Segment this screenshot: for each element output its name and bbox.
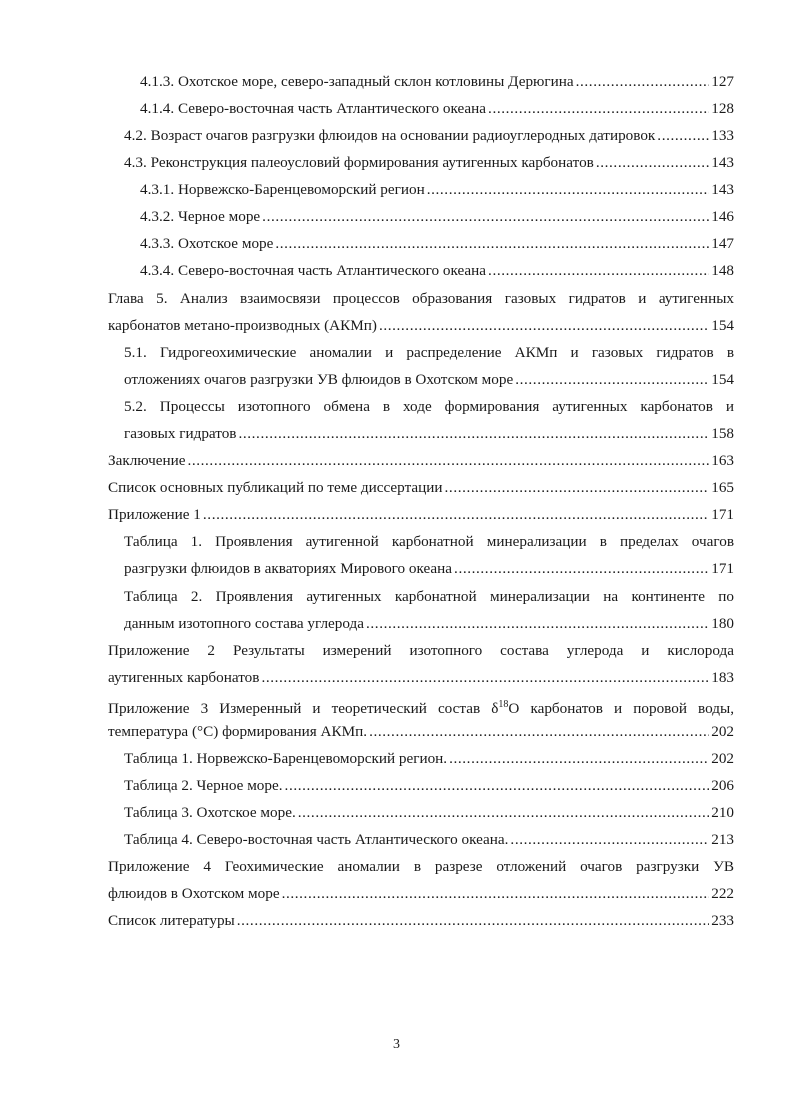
- toc-entry-title: Заключение: [108, 452, 186, 469]
- toc-entry: [140, 261, 734, 281]
- toc-entry-page: 202: [711, 723, 734, 740]
- leader-dots: [261, 668, 709, 688]
- toc-entry-title: 4.1.3. Охотское море, северо-западный склон котловины Дерюгина: [140, 73, 574, 90]
- leader-dots: [237, 911, 709, 931]
- toc-entry: [124, 803, 734, 823]
- toc-entry-title: температура (°С) формирования АКМп.: [108, 723, 368, 740]
- toc-entry-page: 158: [711, 425, 734, 442]
- toc-entry-title: карбонатов метано-производных (АКМп): [108, 317, 377, 334]
- toc-entry: [108, 911, 734, 931]
- toc-entry: [124, 614, 734, 634]
- toc-entry-page: 147: [711, 235, 734, 252]
- leader-dots: [369, 722, 709, 742]
- toc-entry-line: 5.2. Процессы изотопного обмена в ходе формирования аутигенных карбонатов и: [124, 398, 734, 415]
- toc-entry: [124, 424, 734, 444]
- toc-entry-title: Таблица 4. Северо-восточная часть Атлантического океана.: [124, 831, 509, 848]
- toc-entry-title: 4.3.2. Черное море: [140, 208, 261, 225]
- toc-entry: [108, 884, 734, 904]
- leader-dots: [488, 99, 709, 119]
- leader-dots: [366, 614, 709, 634]
- leader-dots: [576, 72, 710, 92]
- toc-entry-title: 4.2. Возраст очагов разгрузки флюидов на основании радиоуглеродных датировок: [124, 127, 656, 144]
- toc-entry-page: 143: [711, 154, 734, 171]
- toc-entry-title: 4.3.3. Охотское море: [140, 235, 274, 252]
- toc-entry-title: Таблица 3. Охотское море.: [124, 804, 296, 821]
- toc-entry-page: 165: [711, 479, 734, 496]
- toc-entry-page: 202: [711, 750, 734, 767]
- leader-dots: [449, 749, 709, 769]
- toc-entry-page: 171: [711, 560, 734, 577]
- toc-entry-page: 180: [711, 615, 734, 632]
- leader-dots: [298, 803, 709, 823]
- toc-entry-title: Приложение 1: [108, 506, 201, 523]
- toc-entry-page: 148: [711, 262, 734, 279]
- toc-entry-page: 163: [711, 452, 734, 469]
- toc-entry: [108, 505, 734, 525]
- toc-entry-page: 233: [711, 912, 734, 929]
- toc-entry-title: 4.3.4. Северо-восточная часть Атлантического океана: [140, 262, 487, 279]
- toc-entry: [124, 153, 734, 173]
- toc-entry: [108, 722, 734, 742]
- toc-entry-title: аутигенных карбонатов: [108, 669, 260, 686]
- toc-entry-line: Таблица 2. Проявления аутигенных карбонатной минерализации на континенте по: [124, 588, 734, 605]
- toc-entry-title: отложениях очагов разгрузки УВ флюидов в Охотском море: [124, 371, 514, 388]
- toc-entry: [140, 72, 734, 92]
- leader-dots: [488, 261, 709, 281]
- toc-entry-title: 4.3.1. Норвежско-Баренцевоморский регион: [140, 181, 425, 198]
- leader-dots: [203, 505, 709, 525]
- leader-dots: [187, 451, 709, 471]
- toc-entry: [124, 126, 734, 146]
- leader-dots: [379, 316, 709, 336]
- toc-entry-title: Список литературы: [108, 912, 235, 929]
- toc-entry-line: Глава 5. Анализ взаимосвязи процессов образования газовых гидратов и аутигенных: [108, 290, 734, 307]
- leader-dots: [510, 830, 709, 850]
- toc-entry: [108, 668, 734, 688]
- toc-entry-line: [108, 695, 734, 715]
- page-number: 3: [393, 1037, 400, 1052]
- toc-entry: [140, 234, 734, 254]
- toc-entry-title: 4.1.4. Северо-восточная часть Атлантического океана: [140, 100, 487, 117]
- toc-entry-page: 127: [711, 73, 734, 90]
- toc-entry: [124, 370, 734, 390]
- toc-entry: [108, 451, 734, 471]
- superscript: 18: [498, 699, 509, 710]
- toc-entry: [140, 99, 734, 119]
- toc-entry-line: Приложение 4 Геохимические аномалии в разрезе отложений очагов разгрузки УВ: [108, 858, 734, 875]
- toc-entry-page: 210: [711, 804, 734, 821]
- toc-entry-title: разгрузки флюидов в акваториях Мирового океана: [124, 560, 453, 577]
- toc-entry-title: данным изотопного состава углерода: [124, 615, 365, 632]
- toc-entry-title: 4.3. Реконструкция палеоусловий формирования аутигенных карбонатов: [124, 154, 594, 171]
- leader-dots: [285, 776, 710, 796]
- toc-entry-page: 146: [711, 208, 734, 225]
- toc-entry-title: газовых гидратов: [124, 425, 237, 442]
- toc-entry-line-part: Приложение 3 Измеренный и теоретический состав δ: [108, 700, 499, 717]
- leader-dots: [454, 559, 709, 579]
- toc-entry: [124, 749, 734, 769]
- toc-entry-line-part: О карбонатов и поровой воды,: [508, 700, 734, 717]
- toc-entry: [108, 316, 734, 336]
- toc-entry-page: 206: [711, 777, 734, 794]
- toc-entry-line: 5.1. Гидрогеохимические аномалии и распределение АКМп и газовых гидратов в: [124, 344, 734, 361]
- toc-entry-line: Приложение 2 Результаты измерений изотопного состава углерода и кислорода: [108, 642, 734, 659]
- leader-dots: [262, 207, 709, 227]
- leader-dots: [275, 234, 709, 254]
- toc-entry-page: 213: [711, 831, 734, 848]
- toc-entry-page: 154: [711, 371, 734, 388]
- toc-entry-line: Таблица 1. Проявления аутигенной карбонатной минерализации в пределах очагов: [124, 533, 734, 550]
- toc-entry-page: 154: [711, 317, 734, 334]
- leader-dots: [238, 424, 709, 444]
- toc-entry-page: 222: [711, 885, 734, 902]
- toc-entry-page: 133: [711, 127, 734, 144]
- toc-entry-page: 143: [711, 181, 734, 198]
- toc-entry: [140, 207, 734, 227]
- toc-entry-title: флюидов в Охотском море: [108, 885, 280, 902]
- toc-entry: [124, 830, 734, 850]
- toc-entry: [124, 776, 734, 796]
- leader-dots: [515, 370, 709, 390]
- toc-entry-page: 171: [711, 506, 734, 523]
- toc-entry: [108, 478, 734, 498]
- toc-entry-title: Список основных публикаций по теме диссертации: [108, 479, 443, 496]
- leader-dots: [445, 478, 710, 498]
- leader-dots: [282, 884, 710, 904]
- leader-dots: [427, 180, 710, 200]
- toc-entry-title: Таблица 2. Черное море.: [124, 777, 283, 794]
- toc-entry-page: 183: [711, 669, 734, 686]
- toc-entry: [140, 180, 734, 200]
- toc-entry: [124, 559, 734, 579]
- leader-dots: [596, 153, 709, 173]
- toc-entry-title: Таблица 1. Норвежско-Баренцевоморский регион.: [124, 750, 448, 767]
- leader-dots: [657, 126, 709, 146]
- toc-entry-page: 128: [711, 100, 734, 117]
